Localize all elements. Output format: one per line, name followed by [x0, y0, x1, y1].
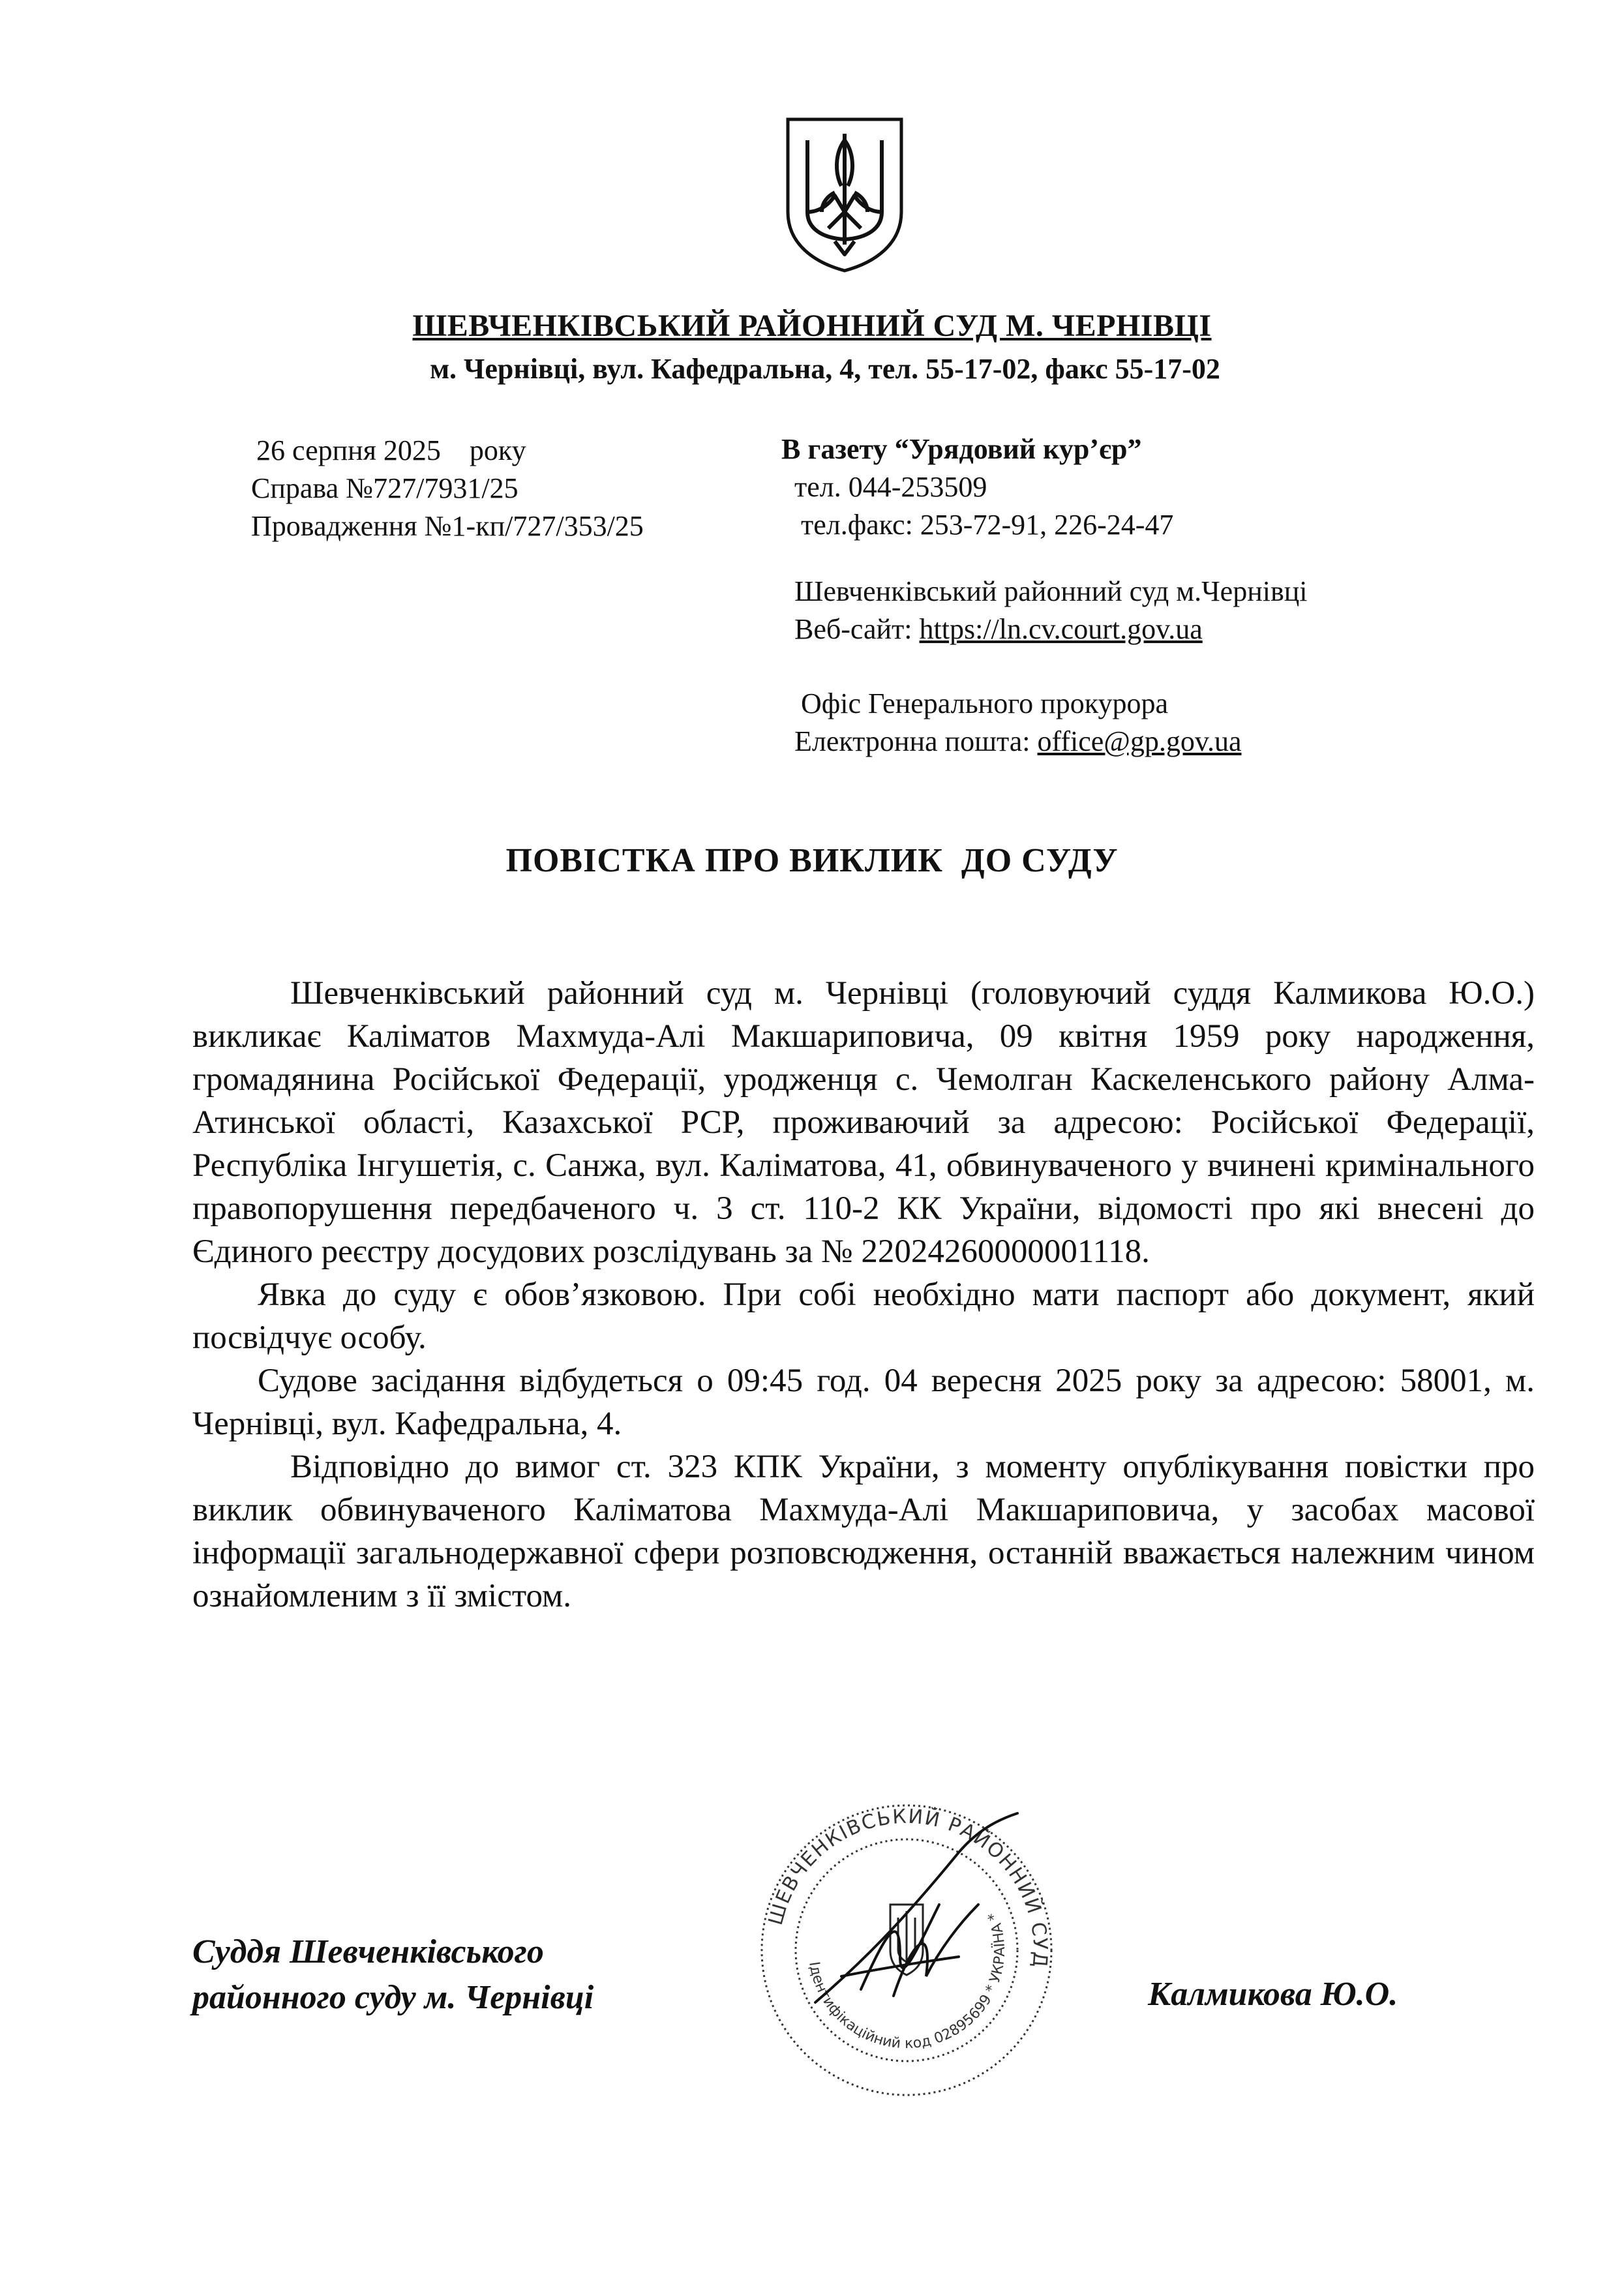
seal-outer-text: ШЕВЧЕНКІВСЬКИЙ РАЙОННИЙ СУД — [764, 1805, 1052, 1970]
coat-of-arms-emblem — [783, 114, 907, 274]
signature-position-line1: Суддя Шевченківського — [192, 1933, 544, 1970]
newspaper-fax: тел.факс: 253-72-91, 226-24-47 — [801, 509, 1174, 541]
case-number: Справа №727/7931/25 — [251, 472, 519, 504]
signature-position — [192, 1929, 594, 2021]
recipient-court-site — [794, 573, 1308, 648]
signature-position-line2: районного суду м. Чернівці — [192, 1979, 594, 2016]
court-site-link[interactable]: https://ln.cv.court.gov.ua — [919, 613, 1203, 645]
court-site-label: Веб-сайт: — [794, 613, 920, 645]
prosecutor-email-line — [794, 723, 1241, 761]
document-meta — [251, 432, 644, 545]
prosecutor-email-label: Електронна пошта: — [794, 725, 1038, 757]
recipient-prosecutor — [794, 685, 1241, 761]
body-paragraph-attendance: Явка до суду є обов’язковою. При собі необхідно мати паспорт або документ, який посвідчує особу. — [192, 1276, 1535, 1356]
seal-inner-text: Ідентифікаційний код 02895699 * УКРАЇНА * — [805, 1910, 1009, 2053]
prosecutor-email-link[interactable]: office@gp.gov.ua — [1037, 725, 1242, 757]
court-site-line — [794, 611, 1308, 648]
court-address: м. Чернівці, вул. Кафедральна, 4, тел. 55-17-02, факс 55-17-02 — [430, 353, 1220, 385]
court-site-name: Шевченківський районний суд м.Чернівці — [794, 575, 1308, 607]
document-date: 26 серпня 2025 року — [256, 434, 526, 466]
judge-name: Калмикова Ю.О. — [1148, 1976, 1398, 2013]
newspaper-name: В газету “Урядовий кур’єр” — [781, 433, 1142, 465]
document-body — [192, 972, 1535, 1618]
svg-text:ШЕВЧЕНКІВСЬКИЙ РАЙОННИЙ СУД — [764, 1805, 1052, 1969]
court-seal-stamp — [744, 1794, 1070, 2107]
proceeding-number: Провадження №1-кп/727/353/25 — [251, 510, 644, 542]
prosecutor-name: Офіс Генерального прокурора — [801, 687, 1168, 719]
body-paragraph-legal-notice: Відповідно до вимог ст. 323 КПК України, з моменту опублікування повістки про виклик обвинуваченого Каліматова Махмуда-Алі Макшариповича, у засобах масової інформації загальнодержавної сфери розповсюдження, останній вважається належним чином ознайомленим з її змістом. — [192, 1449, 1535, 1614]
body-paragraph-summons: Шевченківський районний суд м. Чернівці (головуючий суддя Калмикова Ю.О.) викликає Каліматов Махмуда-Алі Макшариповича, 09 квітня 1959 року народження, громадянина Російської Федерації, уродженця с. Чемолган Каскеленського району Алма-Атинської області, Казахської РСР, проживаючий за адресою: Російської Федерації, Республіка Інгушетія, с. Санжа, вул. Каліматова, 41, обвинуваченого у вчинені кримінального правопорушення передбаченого ч. 3 ст. 110-2 КК України, відомості про які внесені до Єдиного реєстру досудових розслідувань за № 22024260000001118. — [192, 975, 1535, 1270]
document-title: ПОВІСТКА ПРО ВИКЛИК ДО СУДУ — [505, 842, 1119, 879]
court-name: ШЕВЧЕНКІВСЬКИЙ РАЙОННИЙ СУД М. ЧЕРНІВЦІ — [412, 309, 1212, 343]
recipient-newspaper — [781, 430, 1173, 544]
newspaper-phone: тел. 044-253509 — [794, 471, 987, 503]
body-paragraph-hearing: Судове засідання відбудеться о 09:45 год. 04 вересня 2025 року за адресою: 58001, м. Чернівці, вул. Кафедральна, 4. — [192, 1363, 1535, 1442]
